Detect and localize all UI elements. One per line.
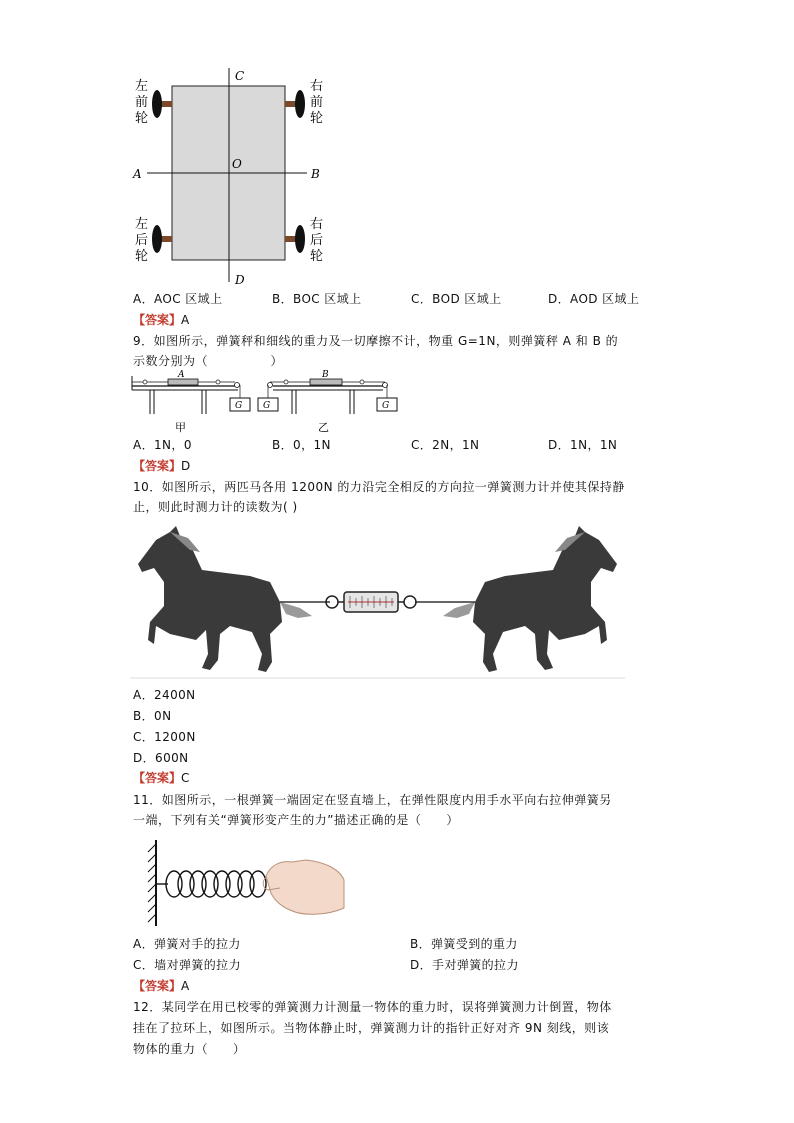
q8-option-d: D．AOD 区域上 <box>548 292 640 306</box>
left-front-label-1: 左 <box>135 79 149 94</box>
q9-label-a: A <box>178 370 185 380</box>
q9-line-1: 9．如图所示，弹簧秤和细线的重力及一切摩擦不计，物重 G=1N，则弹簧秤 A 和 B 的 <box>133 334 619 348</box>
right-front-wheel <box>295 90 305 118</box>
q10-line-1: 10．如图所示，两匹马各用 1200N 的力沿完全相反的方向拉一弹簧测力计并使其保持静 <box>133 480 625 494</box>
right-front-label-1: 右 <box>310 79 324 94</box>
label-b: B <box>311 167 320 181</box>
q9-g-left: G <box>235 401 243 411</box>
answer-tag: 【答案】 <box>133 771 182 785</box>
q9-option-a: A．1N，0 <box>133 438 192 452</box>
q10-option-c: C．1200N <box>133 730 196 744</box>
q12-line-3: 物体的重力（ ） <box>133 1042 246 1056</box>
right-rear-label-1: 右 <box>310 217 324 232</box>
q11-spring-wall-diagram <box>130 836 350 931</box>
q9-caption-right: 乙 <box>318 421 329 434</box>
q8-option-b: B．BOC 区域上 <box>272 292 362 306</box>
answer-value: A <box>181 979 190 993</box>
q9-answer <box>133 456 190 476</box>
q10-horses-diagram <box>130 522 625 682</box>
q9-option-d: D．1N，1N <box>548 438 618 452</box>
right-front-label-3: 轮 <box>310 111 324 126</box>
q11-option-b: B．弹簧受到的重力 <box>410 937 518 951</box>
q9-spring-scale-diagram <box>130 368 410 434</box>
q11-option-a: A．弹簧对手的拉力 <box>133 937 241 951</box>
left-rear-wheel <box>152 225 162 253</box>
answer-value: A <box>181 313 190 327</box>
answer-tag: 【答案】 <box>133 979 182 993</box>
spring <box>156 871 266 897</box>
q11-option-d: D．手对弹簧的拉力 <box>410 958 519 972</box>
q10-answer <box>133 768 189 788</box>
hand <box>263 860 344 914</box>
q8-option-a: A．AOC 区域上 <box>133 292 223 306</box>
right-rear-label-2: 后 <box>310 233 324 248</box>
q12-line-1: 12．某同学在用已校零的弹簧测力计测量一物体的重力时，误将弹簧测力计倒置，物体 <box>133 1000 612 1014</box>
left-rear-label-1: 左 <box>135 217 149 232</box>
spring-scale <box>326 592 416 612</box>
q9-option-c: C．2N，1N <box>411 438 480 452</box>
left-front-label-3: 轮 <box>135 111 149 126</box>
answer-value: C <box>181 771 190 785</box>
q10-option-a: A．2400N <box>133 688 196 702</box>
q10-line-2: 止，则此时测力计的读数为( ) <box>133 500 298 514</box>
label-a: A <box>133 167 142 181</box>
q9-caption-left: 甲 <box>175 421 186 434</box>
label-o: O <box>232 157 242 171</box>
left-horse <box>138 526 312 672</box>
right-rear-label-3: 轮 <box>310 249 324 264</box>
q10-option-b: B．0N <box>133 709 172 723</box>
label-c: C <box>235 69 245 83</box>
left-front-wheel <box>152 90 162 118</box>
q11-line-2: 一端，下列有关“弹簧形变产生的力”描述正确的是（ ） <box>133 813 459 827</box>
right-rear-wheel <box>295 225 305 253</box>
q11-option-c: C．墙对弹簧的拉力 <box>133 958 241 972</box>
right-front-label-2: 前 <box>310 95 324 110</box>
q9-label-b: B <box>322 370 329 380</box>
q8-option-c: C．BOD 区域上 <box>411 292 502 306</box>
left-rear-label-2: 后 <box>135 233 149 248</box>
q9-line-2: 示数分别为（ ） <box>133 354 284 368</box>
q8-answer <box>133 310 189 330</box>
answer-tag: 【答案】 <box>133 459 182 473</box>
left-front-label-2: 前 <box>135 95 149 110</box>
q9-g-mid: G <box>263 401 271 411</box>
q9-option-b: B．0，1N <box>272 438 331 452</box>
q12-line-2: 挂在了拉环上，如图所示。当物体静止时，弹簧测力计的指针正好对齐 9N 刻线，则该 <box>133 1021 610 1035</box>
q11-line-1: 11．如图所示，一根弹簧一端固定在竖直墙上，在弹性限度内用手水平向右拉伸弹簧另 <box>133 793 612 807</box>
q9-g-right: G <box>382 401 390 411</box>
label-d: D <box>235 273 245 287</box>
q10-option-d: D．600N <box>133 751 189 765</box>
left-rear-label-3: 轮 <box>135 249 149 264</box>
q8-car-diagram <box>125 60 335 290</box>
right-horse <box>443 526 617 672</box>
q11-answer <box>133 976 189 996</box>
answer-value: D <box>181 459 191 473</box>
answer-tag: 【答案】 <box>133 313 182 327</box>
